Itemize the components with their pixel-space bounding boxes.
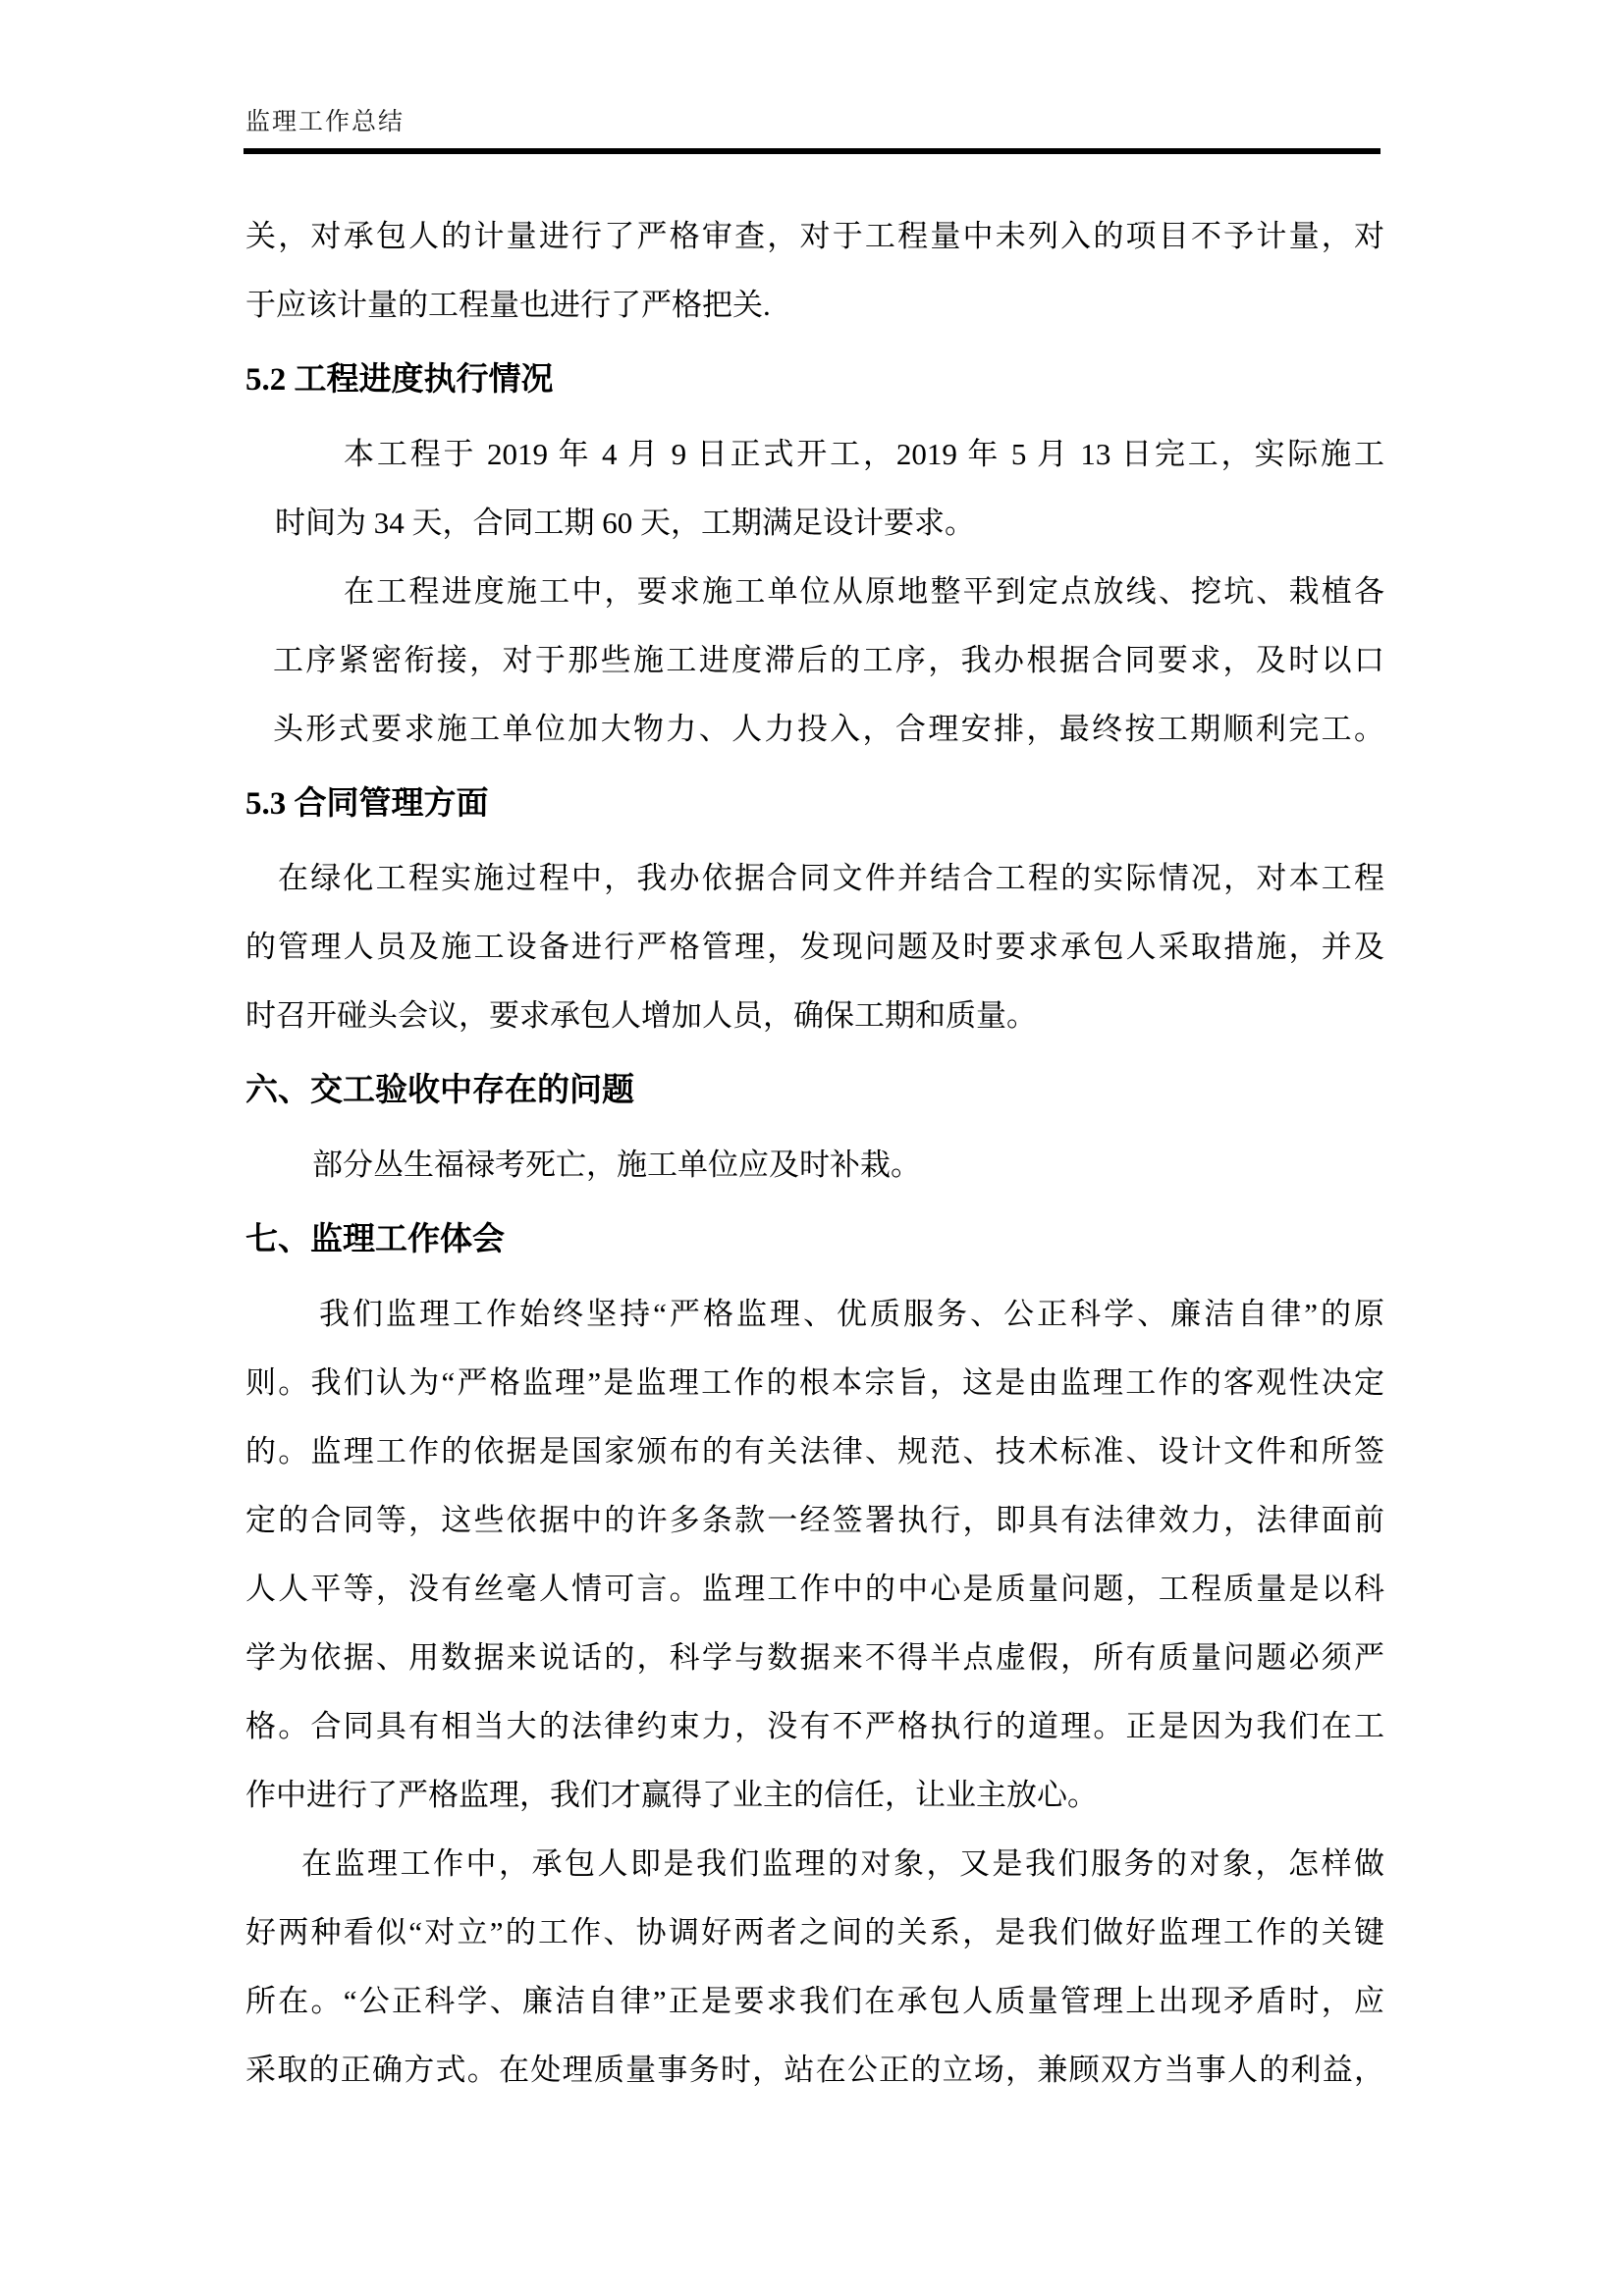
text-line: 的管理人员及施工设备进行严格管理，发现问题及时要求承包人采取措施，并及 <box>245 930 1384 964</box>
text-line: 时召开碰头会议，要求承包人增加人员，确保工期和质量。 <box>245 998 1037 1033</box>
section-heading: 七、监理工作体会 <box>245 1222 505 1257</box>
section-heading: 5.3 合同管理方面 <box>245 786 489 822</box>
text-line: 定的合同等，这些依据中的许多条款一经签署执行，即具有法律效力，法律面前 <box>245 1503 1384 1537</box>
text-line: 则。我们认为“严格监理”是监理工作的根本宗旨，这是由监理工作的客观性决定 <box>245 1365 1384 1400</box>
paragraph <box>245 1131 1384 1200</box>
paragraph <box>245 202 1384 340</box>
text-line: 所在。“公正科学、廉洁自律”正是要求我们在承包人质量管理上出现矛盾时，应 <box>245 1984 1384 2018</box>
text-line: 部分丛生福禄考死亡，施工单位应及时补栽。 <box>312 1148 921 1182</box>
text-line: 我们监理工作始终坚持“严格监理、优质服务、公正科学、廉洁自律”的原 <box>319 1297 1384 1331</box>
section-heading: 六、交工验收中存在的问题 <box>245 1073 634 1108</box>
text-line: 头形式要求施工单位加大物力、人力投入，合理安排，最终按工期顺利完工。 <box>273 712 1384 746</box>
paragraph <box>245 1280 1384 1830</box>
text-line: 时间为 34 天，合同工期 60 天，工期满足设计要求。 <box>275 506 975 540</box>
text-line: 在工程进度施工中，要求施工单位从原地整平到定点放线、挖坑、栽植各 <box>344 574 1384 609</box>
text-line: 采取的正确方式。在处理质量事务时，站在公正的立场，兼顾双方当事人的利益， <box>245 2053 1384 2087</box>
text-line: 在监理工作中，承包人即是我们监理的对象，又是我们服务的对象，怎样做 <box>301 1846 1384 1881</box>
header-rule <box>244 148 1380 154</box>
text-line: 的。监理工作的依据是国家颁布的有关法律、规范、技术标准、设计文件和所签 <box>245 1434 1384 1468</box>
paragraph <box>245 844 1384 1050</box>
text-line: 学为依据、用数据来说话的，科学与数据来不得半点虚假，所有质量问题必须严 <box>245 1640 1384 1675</box>
text-line: 于应该计量的工程量也进行了严格把关. <box>245 288 771 322</box>
text-line: 关，对承包人的计量进行了严格审查，对于工程量中未列入的项目不予计量，对 <box>245 219 1384 253</box>
text-line: 在绿化工程实施过程中，我办依据合同文件并结合工程的实际情况，对本工程 <box>278 861 1384 895</box>
document-body <box>245 202 1384 2105</box>
text-line: 好两种看似“对立”的工作、协调好两者之间的关系，是我们做好监理工作的关键 <box>245 1915 1384 1949</box>
text-line: 本工程于 2019 年 4 月 9 日正式开工，2019 年 5 月 13 日完工，实际施工 <box>344 437 1384 471</box>
text-line: 作中进行了严格监理，我们才赢得了业主的信任，让业主放心。 <box>245 1778 1098 1812</box>
paragraph <box>245 420 1384 558</box>
section-heading: 5.2 工程进度执行情况 <box>245 362 554 398</box>
text-line: 格。合同具有相当大的法律约束力，没有不严格执行的道理。正是因为我们在工 <box>245 1709 1384 1743</box>
paragraph <box>245 558 1384 764</box>
text-line: 人人平等，没有丝毫人情可言。监理工作中的中心是质量问题，工程质量是以科 <box>245 1572 1384 1606</box>
paragraph <box>245 1830 1384 2105</box>
text-line: 工序紧密衔接，对于那些施工进度滞后的工序，我办根据合同要求，及时以口 <box>273 643 1384 677</box>
page-header-title: 监理工作总结 <box>245 109 406 135</box>
